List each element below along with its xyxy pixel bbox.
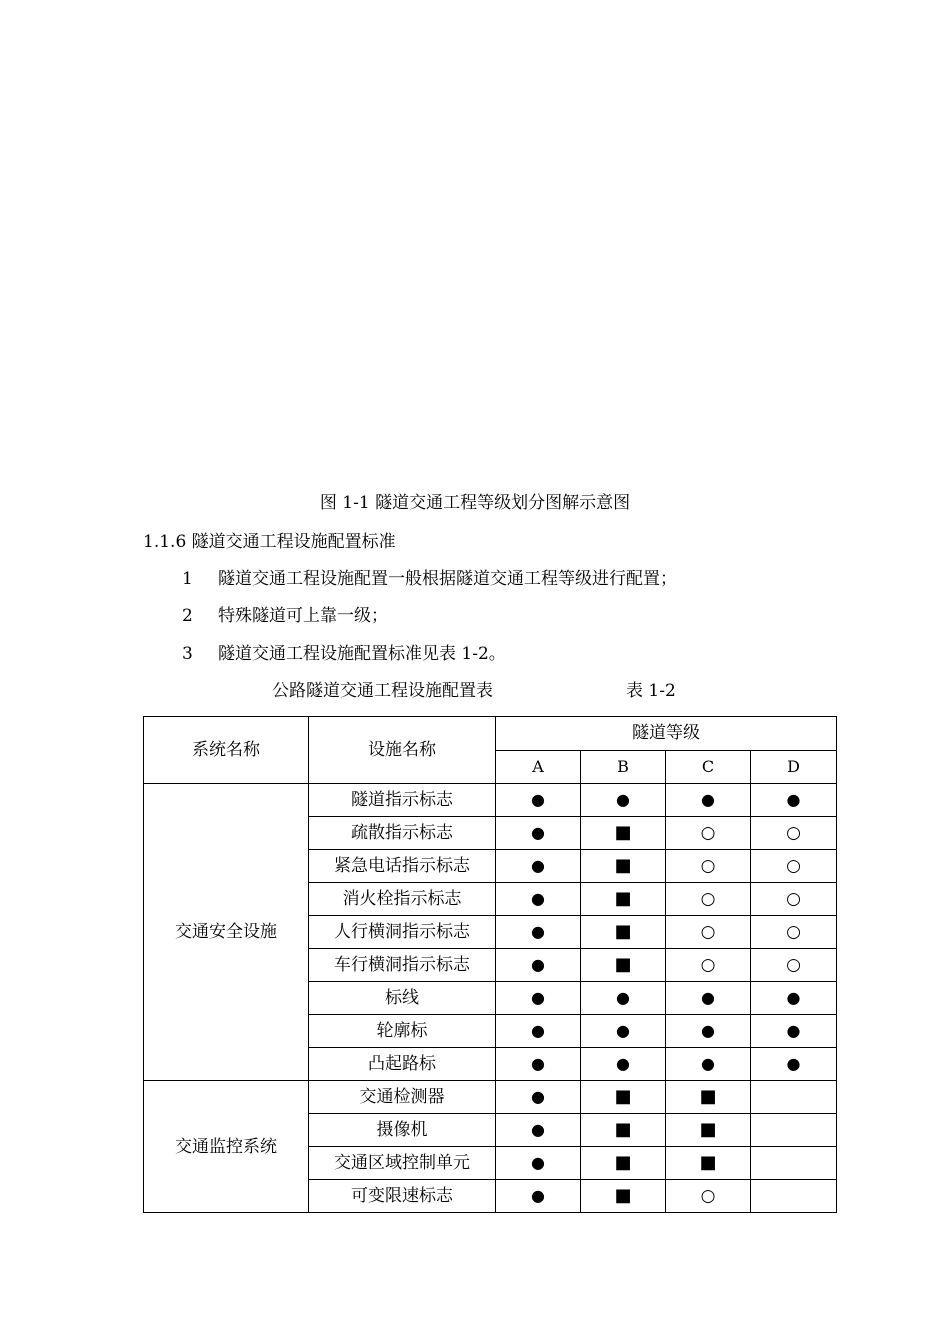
- grade-cell: [751, 817, 837, 850]
- filled-circle-icon: ●: [701, 790, 715, 809]
- grade-cell: [581, 1180, 666, 1213]
- hollow-circle-icon: ○: [786, 922, 801, 942]
- grade-cell: [666, 817, 751, 850]
- system-name-cell: 交通安全设施: [144, 784, 309, 1081]
- facility-name-cell: 紧急电话指示标志: [309, 850, 496, 883]
- grade-cell: [496, 784, 581, 817]
- table-row: [144, 784, 837, 817]
- grade-cell: [666, 1015, 751, 1048]
- filled-square-icon: ■: [614, 855, 632, 876]
- filled-square-icon: ■: [699, 1152, 717, 1173]
- grade-cell: [581, 1147, 666, 1180]
- facility-name-cell: 交通检测器: [309, 1081, 496, 1114]
- header-grade-a: A: [496, 750, 581, 784]
- hollow-circle-icon: ○: [700, 922, 716, 942]
- grade-cell: [581, 1081, 666, 1114]
- filled-square-icon: ■: [614, 1185, 632, 1206]
- hollow-circle-icon: ○: [786, 955, 801, 975]
- grade-cell: [496, 982, 581, 1015]
- filled-circle-icon: ●: [531, 955, 545, 974]
- filled-square-icon: ■: [699, 1119, 717, 1140]
- grade-cell: [581, 1015, 666, 1048]
- filled-square-icon: ■: [614, 1152, 632, 1173]
- grade-cell: [666, 982, 751, 1015]
- grade-cell: [581, 1114, 666, 1147]
- grade-cell: [751, 916, 837, 949]
- list-item-number: 2: [182, 606, 193, 626]
- grade-cell: [666, 1081, 751, 1114]
- filled-circle-icon: ●: [786, 988, 801, 1007]
- table-title: 公路隧道交通工程设施配置表: [272, 681, 493, 701]
- list-item-text: 特殊隧道可上靠一级；: [218, 606, 388, 626]
- grade-cell: [751, 1048, 837, 1081]
- list-item: [182, 643, 506, 665]
- grade-cell: [666, 784, 751, 817]
- filled-circle-icon: ●: [616, 988, 630, 1007]
- filled-circle-icon: ●: [616, 790, 630, 809]
- table-number: 表 1-2: [626, 681, 676, 701]
- grade-cell: [581, 949, 666, 982]
- hollow-circle-icon: ○: [786, 856, 801, 876]
- facility-name-cell: 轮廓标: [309, 1015, 496, 1048]
- grade-cell: [496, 817, 581, 850]
- grade-cell: [751, 784, 837, 817]
- filled-circle-icon: ●: [701, 1054, 715, 1073]
- grade-cell: [666, 850, 751, 883]
- filled-circle-icon: ●: [616, 1054, 630, 1073]
- grade-cell: [496, 1180, 581, 1213]
- facility-name-cell: 隧道指示标志: [309, 784, 496, 817]
- list-item-text: 隧道交通工程设施配置标准见表 1-2。: [218, 644, 506, 664]
- figure-caption: 图 1-1 隧道交通工程等级划分图解示意图: [319, 493, 631, 513]
- grade-cell: [751, 1015, 837, 1048]
- filled-circle-icon: ●: [701, 988, 715, 1007]
- header-grade-b: B: [581, 750, 666, 784]
- header-grade-c: C: [666, 750, 751, 784]
- grade-cell: [496, 949, 581, 982]
- facility-name-cell: 可变限速标志: [309, 1180, 496, 1213]
- grade-cell: [581, 982, 666, 1015]
- grade-cell: [581, 784, 666, 817]
- grade-cell: [496, 916, 581, 949]
- list-item-number: 1: [182, 569, 193, 589]
- filled-circle-icon: ●: [531, 823, 545, 842]
- filled-square-icon: ■: [614, 822, 632, 843]
- hollow-circle-icon: ○: [786, 823, 801, 843]
- hollow-circle-icon: ○: [700, 889, 716, 909]
- filled-square-icon: ■: [614, 921, 632, 942]
- grade-cell: [751, 1081, 837, 1114]
- filled-circle-icon: ●: [531, 922, 545, 941]
- filled-circle-icon: ●: [531, 1153, 545, 1172]
- grade-cell: [751, 883, 837, 916]
- facility-config-table: [143, 716, 837, 1213]
- grade-cell: [496, 1081, 581, 1114]
- list-item-number: 3: [182, 644, 193, 664]
- filled-circle-icon: ●: [701, 1021, 715, 1040]
- grade-cell: [751, 982, 837, 1015]
- grade-cell: [666, 916, 751, 949]
- table-header-row: [144, 717, 837, 751]
- filled-circle-icon: ●: [531, 1054, 545, 1073]
- header-facility-name: 设施名称: [309, 717, 496, 784]
- filled-circle-icon: ●: [531, 1186, 545, 1205]
- filled-circle-icon: ●: [616, 1021, 630, 1040]
- filled-circle-icon: ●: [531, 1087, 545, 1106]
- grade-cell: [496, 1147, 581, 1180]
- facility-name-cell: 摄像机: [309, 1114, 496, 1147]
- filled-circle-icon: ●: [531, 1021, 545, 1040]
- hollow-circle-icon: ○: [700, 955, 716, 975]
- list-item: [182, 568, 677, 590]
- grade-cell: [581, 883, 666, 916]
- filled-circle-icon: ●: [786, 1021, 801, 1040]
- grade-cell: [751, 1180, 837, 1213]
- facility-name-cell: 消火栓指示标志: [309, 883, 496, 916]
- header-grade-d: D: [751, 750, 837, 784]
- grade-cell: [666, 883, 751, 916]
- grade-cell: [666, 1114, 751, 1147]
- filled-square-icon: ■: [699, 1086, 717, 1107]
- grade-cell: [751, 1114, 837, 1147]
- filled-circle-icon: ●: [531, 790, 545, 809]
- table-row: [144, 1081, 837, 1114]
- filled-circle-icon: ●: [531, 856, 545, 875]
- list-item-text: 隧道交通工程设施配置一般根据隧道交通工程等级进行配置；: [218, 569, 677, 589]
- grade-cell: [751, 1147, 837, 1180]
- filled-square-icon: ■: [614, 1119, 632, 1140]
- filled-square-icon: ■: [614, 954, 632, 975]
- filled-square-icon: ■: [614, 1086, 632, 1107]
- grade-cell: [581, 850, 666, 883]
- grade-cell: [581, 1048, 666, 1081]
- filled-circle-icon: ●: [531, 988, 545, 1007]
- grade-cell: [666, 1180, 751, 1213]
- grade-cell: [496, 1015, 581, 1048]
- hollow-circle-icon: ○: [700, 1186, 716, 1206]
- facility-name-cell: 凸起路标: [309, 1048, 496, 1081]
- facility-name-cell: 疏散指示标志: [309, 817, 496, 850]
- grade-cell: [496, 883, 581, 916]
- section-heading: 1.1.6 隧道交通工程设施配置标准: [143, 532, 396, 552]
- grade-cell: [496, 850, 581, 883]
- grade-cell: [751, 949, 837, 982]
- filled-circle-icon: ●: [786, 790, 801, 809]
- filled-circle-icon: ●: [786, 1054, 801, 1073]
- grade-cell: [581, 916, 666, 949]
- grade-cell: [751, 850, 837, 883]
- hollow-circle-icon: ○: [786, 889, 801, 909]
- header-system-name: 系统名称: [144, 717, 309, 784]
- filled-circle-icon: ●: [531, 1120, 545, 1139]
- grade-cell: [666, 1147, 751, 1180]
- grade-cell: [666, 1048, 751, 1081]
- hollow-circle-icon: ○: [700, 823, 716, 843]
- filled-square-icon: ■: [614, 888, 632, 909]
- grade-cell: [496, 1114, 581, 1147]
- facility-name-cell: 交通区域控制单元: [309, 1147, 496, 1180]
- filled-circle-icon: ●: [531, 889, 545, 908]
- grade-cell: [666, 949, 751, 982]
- header-tunnel-grade: 隧道等级: [496, 717, 837, 751]
- grade-cell: [581, 817, 666, 850]
- grade-cell: [496, 1048, 581, 1081]
- facility-name-cell: 标线: [309, 982, 496, 1015]
- system-name-cell: 交通监控系统: [144, 1081, 309, 1213]
- facility-name-cell: 车行横洞指示标志: [309, 949, 496, 982]
- hollow-circle-icon: ○: [700, 856, 716, 876]
- facility-name-cell: 人行横洞指示标志: [309, 916, 496, 949]
- list-item: [182, 605, 388, 627]
